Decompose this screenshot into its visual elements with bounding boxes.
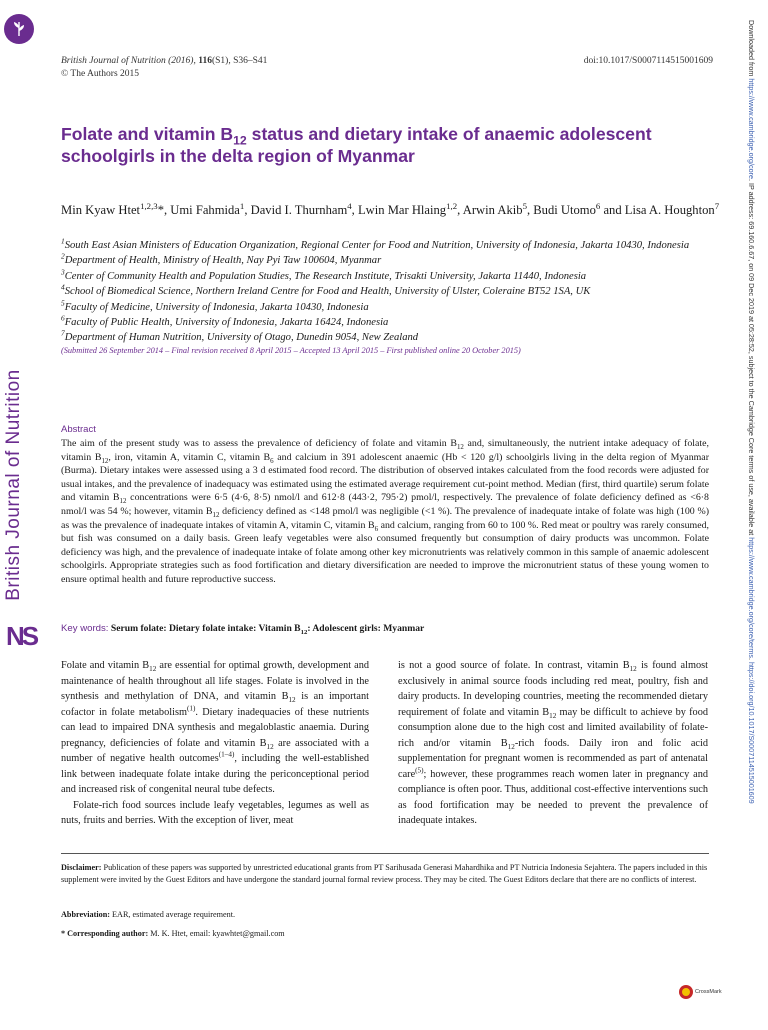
affiliation [61, 300, 741, 315]
citation-ref[interactable]: (1–4) [218, 750, 235, 759]
footnote-divider [61, 853, 709, 854]
abstract-segment: deficiency defined as <148 pmol/l was negligible (<1 %). The prevalence of inadequate intake of folate was high (100 %) as was the prevalence of inadequate intakes of vitamin A, vitamin C, vitamin B [61, 505, 709, 531]
abstract-segment: and calcium, ranging from 60 to 100 %. Red meat or poultry was rarely consumed, but fish was consumed on a daily basis. Green leafy vegetables were also consumed frequently but consumption of dairy products was uncommon. Folate deficiency was high, and the prevalence of inadequate intake of folate among other key micronutrients was relatively common in this sample of anaemic adolescent schoolgirls. Appropriate strategies such as food fortification and dietary diversification are needed to improve the micronutrient status of these young women to ensure optimal health and future reproductive success. [61, 519, 709, 585]
text-run: may be difficult to achieve by food consumption alone due to the high cost and limited availability of folate-rich and/or vitamin B [398, 706, 708, 749]
corresponding-author [61, 928, 709, 940]
submission-history: (Submitted 26 September 2014 – Final revision received 8 April 2015 – Accepted 13 April 2015 – First published online 20 October 2015) [61, 346, 521, 355]
author-name: Lwin Mar Hlaing [357, 203, 447, 217]
abstract-text [61, 437, 709, 587]
keywords-label: Key words: [61, 623, 109, 634]
copyright: © The Authors 2015 [61, 69, 140, 79]
text-run: ; however, these programmes reach women later in pregnancy and compliance is often poor. Thus, additional cost-effective interventions such as food fortification may be needed to prevent the prevalence of inadequate intakes. [398, 768, 708, 826]
crossmark-badge[interactable] [679, 985, 722, 999]
subscript: 12 [119, 498, 127, 506]
body-column-left [61, 658, 369, 829]
author[interactable] [624, 200, 720, 217]
affiliation [61, 284, 741, 299]
download-note-sep: . [747, 657, 756, 662]
abstract-segment: The aim of the present study was to assess the prevalence of deficiency of folate and vitamin B [61, 438, 457, 449]
text-run: Folate and vitamin B [61, 660, 150, 671]
subscript: 12 [507, 742, 515, 751]
ns-logo: NS [6, 621, 37, 651]
author-name: Budi Utomo [533, 203, 596, 217]
text-run: -rich foods. Daily iron and folic acid supplementation for pregnant women is recommended as part of antenatal care [398, 737, 708, 780]
journal-emblem-icon [4, 14, 34, 44]
abbreviation-text: EAR, estimated average requirement. [109, 910, 236, 919]
keywords-values [111, 623, 424, 634]
author[interactable] [250, 200, 352, 217]
title-part-1: Folate and vitamin B [61, 124, 234, 144]
article-title [61, 123, 701, 167]
affiliation [61, 330, 741, 345]
text-run: . Dietary inadequacies of these nutrients can lead to impaired DNA synthesis and megaloblastic anaemia. During pregnancy, deficiencies of folate and vitamin B [61, 706, 369, 749]
text-run: are essential for optimal growth, development and maintenance of health throughout all life stages. Folate is involved in the synthesis and methylation of DNA, and vitamin B [61, 660, 369, 702]
subscript: 6 [374, 525, 379, 533]
abbreviation-note [61, 909, 709, 921]
download-link-doi[interactable]: https://doi.org/10.1017/S0007114515001609 [747, 661, 756, 804]
disclaimer-label: Disclaimer: [61, 863, 102, 872]
subscript: 12 [300, 628, 308, 636]
affiliation [61, 253, 741, 268]
affiliation-number: 5 [61, 298, 65, 308]
text-run: is found almost exclusively in animal source foods including red meat, poultry, fish and dairy products. In developing countries, meeting the recommended dietary requirement of folate and vitamin B [398, 660, 708, 718]
journal-citation-suffix: (S1), S36–S41 [211, 56, 268, 66]
affiliation [61, 238, 741, 253]
affiliation-number: 1 [61, 236, 65, 246]
affiliation-text: Faculty of Medicine, University of Indonesia, Jakarta 10430, Indonesia [64, 301, 369, 313]
author-affil-ref: 6 [595, 200, 601, 211]
affiliation-number: 2 [61, 251, 65, 261]
journal-volume: 116 [198, 56, 212, 66]
affiliation-number: 4 [61, 282, 65, 292]
author-affil-ref: 5 [522, 200, 527, 211]
disclaimer-text: Publication of these papers was supported by unrestricted educational grants from PT Sarihusada Generasi Mahardhika and PT Nutricia Indonesia Sejahtera. The papers included in this supplement were invited by the Guest Editors and have undergone the standard journal formal review process. They may be cited. The Guest Editors declare that there are no conflicts of interest. [61, 863, 708, 885]
author-affil-ref: 7 [714, 200, 720, 211]
keywords [61, 623, 721, 634]
affiliation-list [61, 238, 741, 346]
body-paragraph [61, 798, 369, 829]
subscript: 12 [288, 696, 296, 705]
crossmark-icon [679, 985, 693, 999]
affiliation-text: South East Asian Ministers of Education Organization, Regional Center for Food and Nutrition, University of Indonesia, Jakarta 10430, Indonesia [64, 240, 690, 251]
disclaimer [61, 862, 709, 887]
affiliation-text: School of Biomedical Science, Northern Ireland Centre for Food and Health, University of Ulster, Coleraine BT52 1SA, UK [64, 286, 591, 298]
journal-citation-prefix: British Journal of Nutrition (2016), [61, 56, 199, 66]
citation-ref[interactable]: (5) [415, 766, 424, 775]
author-affil-ref: 1,2 [446, 200, 458, 211]
affiliation [61, 315, 741, 330]
abstract-segment: , iron, vitamin A, vitamin C, vitamin B [108, 451, 271, 463]
abstract-segment: and calcium in 391 adolescent anaemic (Hb < 120 g/l) schoolgirls living in the delta region of Myanmar (Burma). Dietary intakes were assessed using a 3 d estimated food record. The distribution of observed intakes calculated from the food records were adjusted for usual intakes, and the prevalence of inadequacy was estimated using the estimated average requirement cut-point method. Median (first, third quartile) serum folate and vitamin B [61, 451, 709, 504]
author-list: Min Kyaw Htet$^{1,2,3}$*, Umi Fahmida$^1$, David I. Thurnham$^4$, Lwin Mar Hlaing$^{1,2}$, Arwin Akib$^5$, Budi Utomo$^6$ and Lisa A. Houghton$^7$ [61, 200, 720, 217]
author-affil-ref: 4 [347, 200, 352, 211]
abstract-heading: Abstract [61, 424, 96, 435]
download-link-terms[interactable]: https://www.cambridge.org/core/terms [747, 537, 756, 658]
abbreviation-label: Abbreviation: [61, 910, 110, 919]
affiliation-text: Faculty of Public Health, University of Indonesia, Jakarta 16424, Indonesia [64, 317, 389, 329]
author[interactable] [357, 200, 458, 217]
download-note [747, 20, 756, 1030]
affiliation-number: 3 [61, 267, 65, 277]
author-name: Umi Fahmida [170, 203, 240, 217]
affiliation-number: 6 [61, 313, 65, 323]
affiliation-text: Department of Health, Ministry of Health, Nay Pyi Taw 100604, Myanmar [64, 255, 382, 267]
affiliation-text: Department of Human Nutrition, University of Otago, Dunedin 9054, New Zealand [64, 332, 419, 344]
author-name: David I. Thurnham [250, 203, 348, 217]
download-link-core[interactable]: https://www.cambridge.org/core [747, 78, 756, 180]
author[interactable] [170, 200, 245, 217]
affiliation-text: Center of Community Health and Population Studies, The Research Institute, Trisakti University, Jakarta 11440, Indonesia [64, 270, 587, 282]
crossmark-label: CrossMark [695, 989, 722, 995]
journal-side-title: British Journal of Nutrition [3, 369, 24, 601]
text-run: are associated with a number of negative health outcomes [61, 737, 369, 764]
subscript: 12 [629, 665, 637, 674]
doi[interactable]: doi:10.1017/S0007114515001609 [583, 56, 713, 66]
body-paragraph [61, 658, 369, 798]
author[interactable] [533, 200, 601, 217]
journal-citation [61, 56, 267, 66]
corresponding-text[interactable]: M. K. Htet, email: kyawhtet@gmail.com [148, 929, 285, 938]
text-run: , including the well-established link between inadequate folate intake during the periconceptional period and increased risk of congenital neural tube defects. [61, 753, 370, 795]
subscript: 12 [101, 457, 109, 465]
subscript: 12 [266, 742, 274, 751]
author[interactable] [61, 200, 164, 217]
download-note-middle: . IP address: 69.160.6.67, on 09 Dec 2019 at 05:28:52, subject to the Cambridge Core terms of use, available at [747, 179, 756, 538]
download-note-prefix: Downloaded from [747, 20, 756, 79]
title-part-2: status and dietary intake of anaemic adolescent schoolgirls in the delta region of Myanmar [61, 124, 652, 166]
subscript: 12 [549, 711, 557, 720]
author-name: Lisa A. Houghton [624, 203, 715, 217]
subscript: 12 [456, 443, 464, 451]
author-name: Min Kyaw Htet [61, 203, 141, 217]
citation-ref[interactable]: (1) [186, 704, 196, 713]
body-column-right [398, 658, 708, 829]
title-subscript: 12 [233, 133, 247, 148]
keywords-part: Serum folate: Dietary folate intake: Vitamin B [110, 623, 301, 634]
affiliation [61, 269, 741, 284]
text-run: Folate-rich food sources include leafy vegetables, legumes as well as nuts, fruits and berries. With the exception of liver, meat [61, 799, 369, 826]
author-corresponding-mark: * [157, 203, 164, 217]
affiliation-number: 7 [61, 328, 65, 338]
subscript: 12 [212, 511, 220, 519]
abstract-segment: and, simultaneously, the nutrient intake adequacy of folate, vitamin B [61, 438, 709, 463]
author-affil-ref: 1,2,3 [140, 200, 158, 211]
author-affil-ref: 1 [239, 200, 245, 211]
corresponding-label: * Corresponding author: [61, 929, 149, 938]
body-paragraph-continued [398, 658, 708, 829]
author[interactable] [462, 200, 527, 217]
keywords-part: : Adolescent girls: Myanmar [307, 623, 425, 634]
abstract-segment: concentrations were 6·5 (4·6, 8·5) nmol/l and 612·8 (443·2, 795·2) pmol/l, respectively. The prevalence of folate deficiency defined as <6·8 nmol/l was 54 %; however, vitamin B [61, 492, 709, 517]
leaf-icon [10, 20, 28, 38]
subscript: 6 [270, 457, 274, 465]
subscript: 12 [149, 665, 157, 674]
author-name: Arwin Akib [462, 203, 523, 217]
text-run: is not a good source of folate. In contrast, vitamin B [398, 660, 630, 671]
text-run: is an important cofactor in folate metabolism [61, 691, 369, 718]
